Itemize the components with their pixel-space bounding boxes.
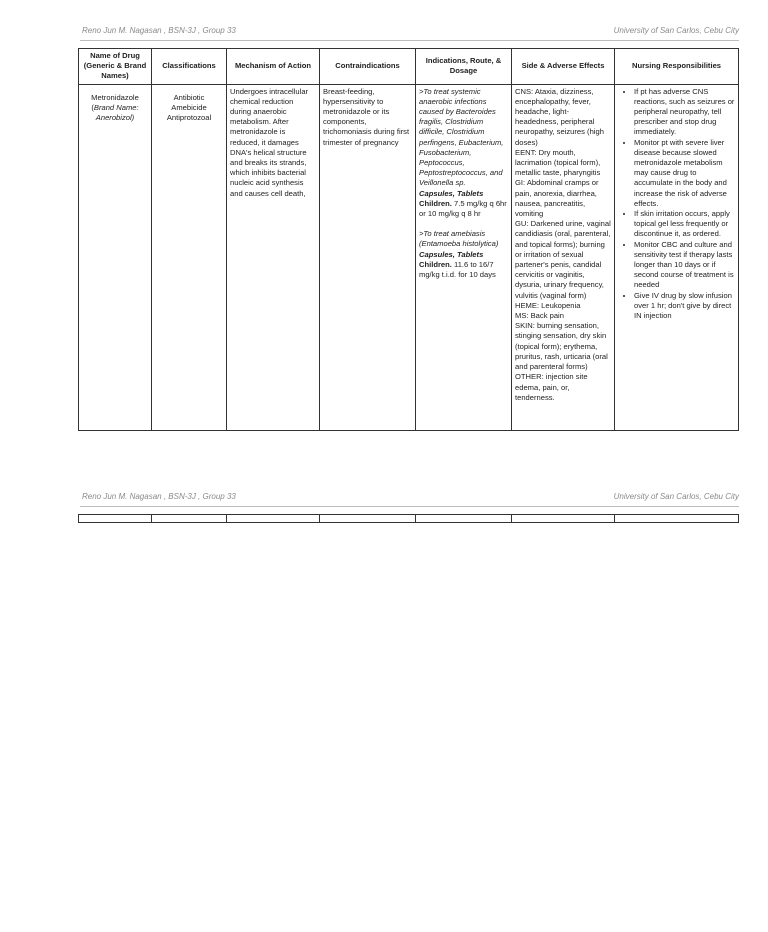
list-item: • Give IV drug by slow infusion over 1 hr; don't give by direct IN injection [634,291,735,322]
col-header-mechanism: Mechanism of Action [227,49,320,85]
side-effect-gu: GU: Darkened urine, vaginal candidiasis (oral, parenteral, and topical forms); burning or irritation of sexual partener's penis, candidal cervicitis or vaginitis, dysuria, urinary frequency, vulvitis (vaginal form) [515,219,611,300]
drug-study-table [78,48,739,431]
route-1: Capsules, Tablets [419,188,484,198]
empty-cell [512,515,615,523]
page-header [80,26,739,41]
cell-classifications [152,84,227,430]
col-header-side-effects: Side & Adverse Effects [512,49,615,85]
table-header-row [79,49,739,85]
header-institution: University of San Carlos, Cebu City [613,26,739,35]
empty-cell [79,515,152,523]
indication-2: >To treat amebiasis (Entamoeba histolytica) [419,229,499,249]
side-effect-skin: SKIN: burning sensation, stinging sensation, dry skin (topical form); erythema, pruritus, rash, urticaria (oral and parenteral forms) [515,321,608,372]
side-effect-ms: MS: Back pain [515,311,564,321]
side-effect-other: OTHER: injection site edema, pain, or, tenderness. [515,372,588,402]
nursing-list [618,87,735,322]
side-effect-cns: CNS: Ataxia, dizziness, encephalopathy, fever, headache, light-headedness, peripheral neuropathy, seizures (high doses) [515,86,604,147]
list-item: • If skin irritation occurs, apply topical gel less frequently or discontinue it, as ordered. [634,209,735,240]
table-row [79,515,739,523]
header-author: Reno Jun M. Nagasan , BSN-3J , Group 33 [82,26,236,35]
classification-item: Antiprotozoal [166,113,212,123]
empty-cell [416,515,512,523]
side-effect-heme: HEME: Leukopenia [515,300,581,310]
empty-cell [152,515,227,523]
page-header-2 [80,492,739,507]
indication-1: >To treat systemic anaerobic infections caused by Bacteroides fragilis, Clostridium difficile, Clostridium perfingens, Eubacterium, Fusobacterium, Peptococcus, Peptostreptococcus, and Veillonella sp. [419,86,504,188]
classification-item: Amebicide [171,102,207,112]
cell-indications [416,84,512,430]
empty-cell [615,515,739,523]
list-item: • Monitor CBC and culture and sensitivity test if therapy lasts longer than 10 days or if second course of treatment is needed [634,240,735,291]
drug-brand-line [82,103,148,113]
empty-cell [320,515,416,523]
population-2: Children. [419,259,452,269]
cell-contraindications: Breast-feeding, hypersensitivity to metronidazole or its components, trichomoniasis during first trimester of pregnancy [320,84,416,430]
cell-side-effects [512,84,615,430]
list-item: • If pt has adverse CNS reactions, such as seizures or peripheral neuropathy, tell prescriber and stop drug immediately. [634,87,735,138]
cell-nursing [615,84,739,430]
population-1: Children. [419,198,452,208]
list-item: • Monitor pt with severe liver disease because slowed metronidazole metabolism may cause drug to accumulate in the body and increase the risk of adverse effects. [634,138,735,209]
drug-brand-name: Anerobizol) [95,113,135,123]
continuation-table [78,514,739,523]
table-row [79,84,739,430]
col-header-contraindications: Contraindications [320,49,416,85]
cell-drug-name [79,84,152,430]
header-author: Reno Jun M. Nagasan , BSN-3J , Group 33 [82,492,236,501]
brand-prefix: ( [91,102,94,112]
dose-2: 11.6 to 16/7 mg/kg t.i.d. for 10 days [419,259,496,280]
brand-label: Brand Name: [93,102,139,112]
header-institution: University of San Carlos, Cebu City [613,492,739,501]
col-header-indications: Indications, Route, & Dosage [416,49,512,85]
dosage-2 [419,260,508,280]
col-header-nursing: Nursing Responsibilities [615,49,739,85]
route-2: Capsules, Tablets [419,249,484,259]
cell-mechanism: Undergoes intracellular chemical reduction during anaerobic metabolism. After metronidazole is reduced, it damages DNA's helical structure and breaks its strands, which inhibits bacterial nucleic acid synthesis and causes cell death, [227,84,320,430]
side-effect-gi: GI: Abdominal cramps or pain, anorexia, diarrhea, nausea, pancreatitis, vomiting [515,178,599,219]
col-header-drug-name: Name of Drug (Generic & Brand Names) [79,49,152,85]
classification-item: Antibiotic [173,92,205,102]
side-effect-eent: EENT: Dry mouth, lacrimation (topical form), metallic taste, pharyngitis [515,147,601,178]
empty-cell [227,515,320,523]
dosage-1 [419,199,508,219]
drug-generic-name: Metronidazole [91,92,139,102]
col-header-classifications: Classifications [152,49,227,85]
dose-1: 7.5 mg/kg q 6hr or 10 mg/kg q 8 hr [419,198,507,219]
